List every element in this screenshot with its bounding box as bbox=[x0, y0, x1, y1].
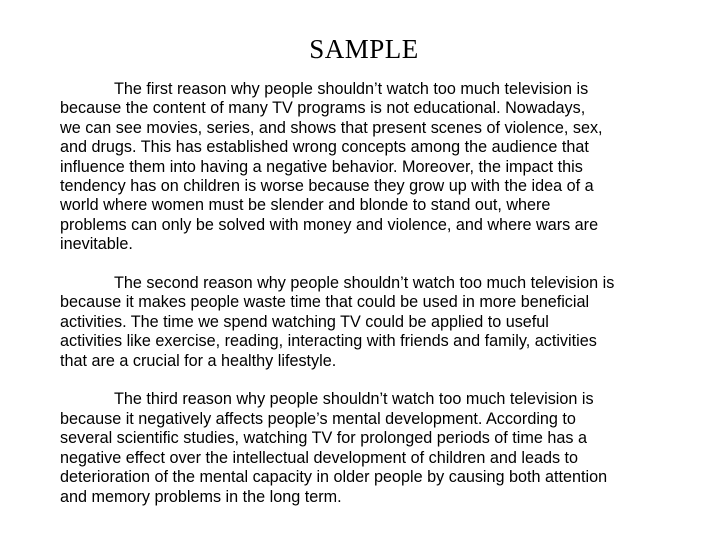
paragraph-line: problems can only be solved with money and violence, and where wars are bbox=[60, 215, 599, 234]
paragraph-line: because it makes people waste time that could be used in more beneficial bbox=[60, 293, 590, 312]
paragraph-line: because it negatively affects people’s mental development. According to bbox=[60, 409, 576, 428]
paragraph-line: because the content of many TV programs is not educational. Nowadays, bbox=[60, 99, 586, 118]
paragraph-1 bbox=[60, 80, 684, 255]
paragraph-3 bbox=[60, 390, 684, 506]
paragraph-line: world where women must be slender and blonde to stand out, where bbox=[60, 196, 551, 215]
paragraph-line: The second reason why people shouldn’t watch too much television is bbox=[114, 274, 615, 293]
paragraph-2 bbox=[60, 274, 684, 371]
paragraph-line: tendency has on children is worse because they grow up with the idea of a bbox=[60, 177, 594, 196]
paragraph-line: activities. The time we spend watching TV could be applied to useful bbox=[60, 312, 549, 331]
paragraph-line: inevitable. bbox=[60, 235, 133, 254]
paragraph-line: The third reason why people shouldn’t watch too much television is bbox=[114, 390, 594, 409]
paragraph-line: The first reason why people shouldn’t watch too much television is bbox=[114, 80, 589, 98]
paragraph-line: that are a crucial for a healthy lifestyle. bbox=[60, 351, 337, 370]
paragraph-line: influence them into having a negative behavior. Moreover, the impact this bbox=[60, 157, 583, 176]
paragraph-line: and drugs. This has established wrong concepts among the audience that bbox=[60, 138, 589, 157]
page-title: SAMPLE bbox=[309, 34, 419, 64]
paragraph-line: several scientific studies, watching TV for prolonged periods of time has a bbox=[60, 429, 587, 448]
paragraph-line: negative effect over the intellectual development of children and leads to bbox=[60, 448, 579, 467]
paragraph-line: deterioration of the mental capacity in older people by causing both attention bbox=[60, 468, 608, 487]
essay-body bbox=[60, 80, 684, 507]
paragraph-line: we can see movies, series, and shows that present scenes of violence, sex, bbox=[60, 118, 603, 137]
paragraph-line: activities like exercise, reading, interacting with friends and family, activities bbox=[60, 332, 597, 351]
paragraph-line: and memory problems in the long term. bbox=[60, 487, 342, 506]
